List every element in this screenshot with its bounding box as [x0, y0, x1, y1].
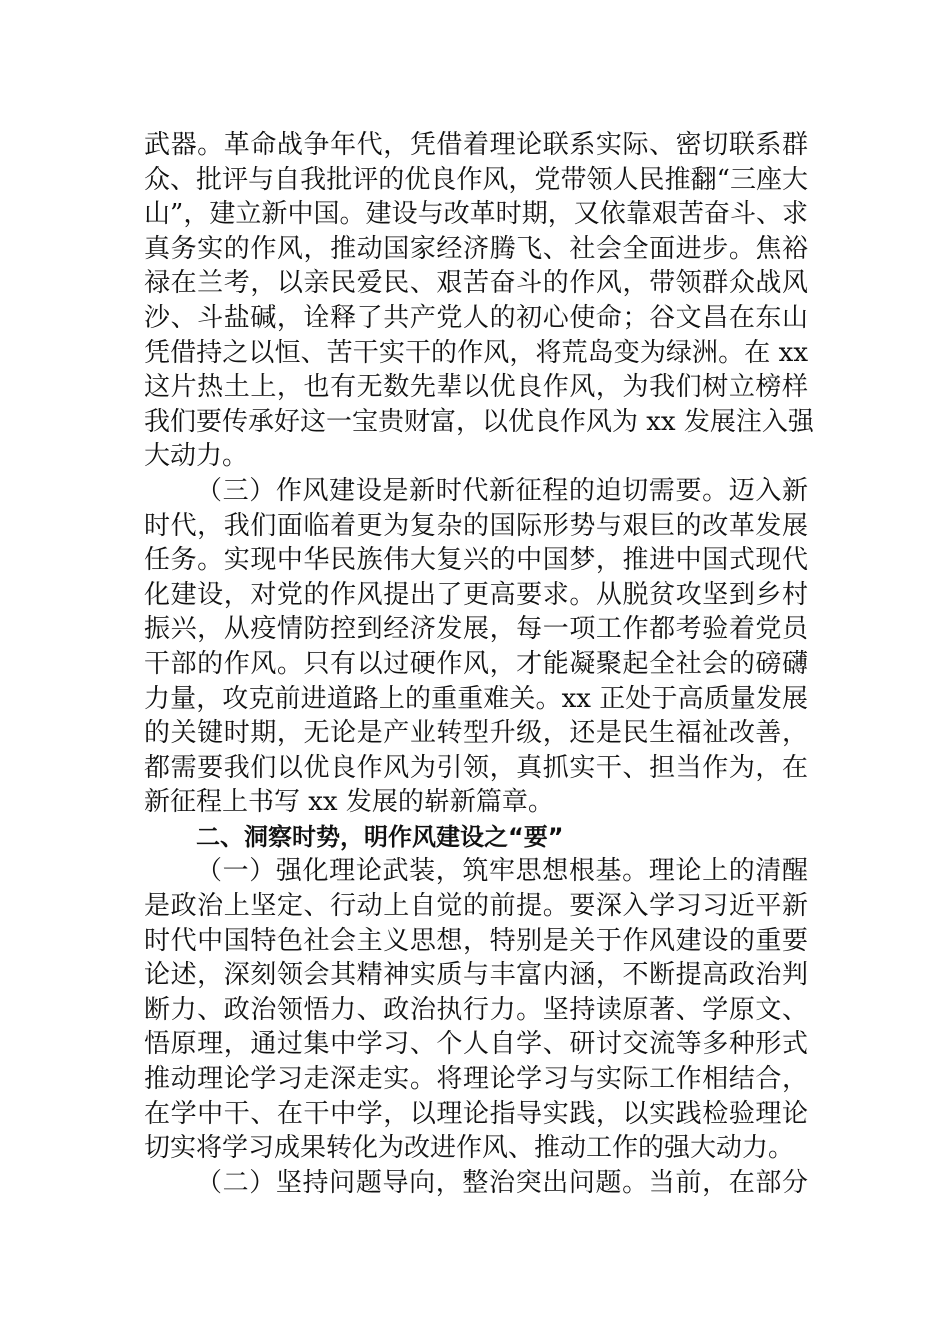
text-line: 是政治上坚定、行动上自觉的前提。要深入学习习近平新 [144, 891, 808, 922]
text-line: 都需要我们以优良作风为引领，真抓实干、担当作为，在 [144, 752, 808, 783]
text-line: 切实将学习成果转化为改进作风、推动工作的强大动力。 [144, 1133, 795, 1164]
text-line: 推动理论学习走深走实。将理论学习与实际工作相结合， [144, 1064, 808, 1095]
text-line: 悟原理，通过集中学习、个人自学、研讨交流等多种形式 [144, 1029, 808, 1060]
text-line: 任务。实现中华民族伟大复兴的中国梦，推进中国式现代 [144, 545, 808, 576]
text-line: 振兴，从疫情防控到经济发展，每一项工作都考验着党员 [144, 614, 808, 645]
text-line: 干部的作风。只有以过硬作风，才能凝聚起全社会的磅礴 [144, 648, 808, 679]
text-line: 断力、政治领悟力、政治执行力。坚持读原著、学原文、 [144, 994, 808, 1025]
text-line: 我们要传承好这一宝贵财富，以优良作风为 xx 发展注入强 [144, 406, 814, 437]
text-line: 武器。革命战争年代，凭借着理论联系实际、密切联系群 [144, 130, 808, 160]
text-line: 论述，深刻领会其精神实质与丰富内涵，不断提高政治判 [144, 960, 808, 991]
section-heading: 二、洞察时势，明作风建设之“要” [196, 822, 564, 851]
text-line: 凭借持之以恒、苦干实干的作风，将荒岛变为绿洲。在 xx [144, 337, 808, 368]
text-line: 的关键时期，无论是产业转型升级，还是民生福祉改善， [144, 718, 808, 749]
document-body [144, 128, 814, 1200]
text-line: 在学中干、在干中学，以理论指导实践，以实践检验理论 [144, 1098, 808, 1129]
text-line: 时代中国特色社会主义思想，特别是关于作风建设的重要 [144, 925, 808, 956]
text-line: 新征程上书写 xx 发展的崭新篇章。 [144, 787, 554, 818]
text-line: 大动力。 [144, 441, 249, 472]
text-line: 力量，攻克前进道路上的重重难关。xx 正处于高质量发展 [144, 683, 808, 714]
text-line: 沙、斗盐碱，诠释了共产党人的初心使命；谷文昌在东山 [144, 302, 808, 333]
text-line: 真务实的作风，推动国家经济腾飞、社会全面进步。焦裕 [144, 233, 808, 264]
paragraph-start-line: （二）坚持问题导向，整治突出问题。当前，在部分 [196, 1167, 808, 1198]
paragraph-start-line: （三）作风建设是新时代新征程的迫切需要。迈入新 [196, 475, 808, 506]
text-line: 禄在兰考，以亲民爱民、艰苦奋斗的作风，带领群众战风 [144, 268, 808, 299]
text-line: 众、批评与自我批评的优良作风，党带领人民推翻“三座大 [144, 164, 808, 195]
text-line: 这片热土上，也有无数先辈以优良作风，为我们树立榜样 [144, 372, 808, 403]
text-line: 山”，建立新中国。建设与改革时期，又依靠艰苦奋斗、求 [144, 199, 808, 230]
text-line: 化建设，对党的作风提出了更高要求。从脱贫攻坚到乡村 [144, 579, 808, 610]
paragraph-start-line: （一）强化理论武装，筑牢思想根基。理论上的清醒 [196, 856, 808, 887]
text-line: 时代，我们面临着更为复杂的国际形势与艰巨的改革发展 [144, 510, 808, 541]
